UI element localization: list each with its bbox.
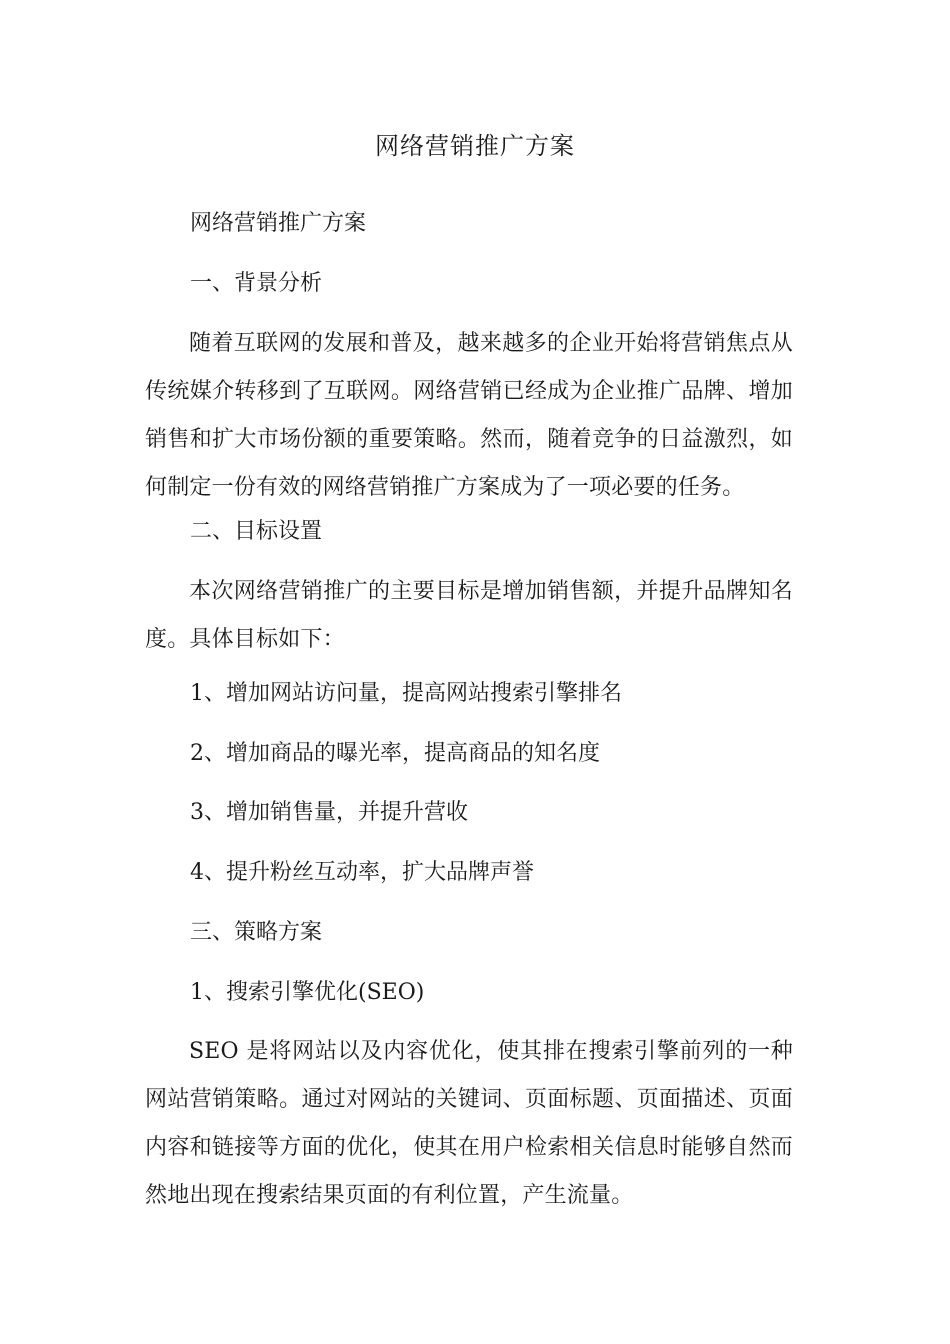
- goal-item-2: 2、增加商品的曝光率，提高商品的知名度: [190, 741, 600, 766]
- goal-item-1: 1、增加网站访问量，提高网站搜索引擎排名: [190, 681, 622, 706]
- goal-item-3: 3、增加销售量，并提升营收: [190, 800, 468, 825]
- section-heading-background: 一、背景分析: [190, 271, 323, 296]
- strategy-subheading-seo: 1、搜索引擎优化(SEO): [190, 980, 425, 1005]
- document-title: 网络营销推广方案: [375, 132, 575, 160]
- paragraph-seo: SEO 是将网站以及内容优化，使其排在搜索引擎前列的一种网站营销策略。通过对网站的关键词、页面标题、页面描述、页面内容和链接等方面的优化，使其在用户检索相关信息时能够自然而然地出现在搜索结果页面的有利位置，产生流量。: [145, 1039, 793, 1208]
- paragraph-background: 随着互联网的发展和普及，越来越多的企业开始将营销焦点从传统媒介转移到了互联网。网络营销已经成为企业推广品牌、增加销售和扩大市场份额的重要策略。然而，随着竞争的日益激烈，如何制定一份有效的网络营销推广方案成为了一项必要的任务。: [145, 331, 793, 500]
- section-heading-goals: 二、目标设置: [190, 519, 323, 544]
- goal-item-4: 4、提升粉丝互动率，扩大品牌声誉: [190, 860, 534, 885]
- paragraph-goals: 本次网络营销推广的主要目标是增加销售额，并提升品牌知名度。具体目标如下：: [145, 579, 793, 652]
- section-heading-strategy: 三、策略方案: [190, 920, 323, 945]
- document-subtitle: 网络营销推广方案: [190, 211, 367, 236]
